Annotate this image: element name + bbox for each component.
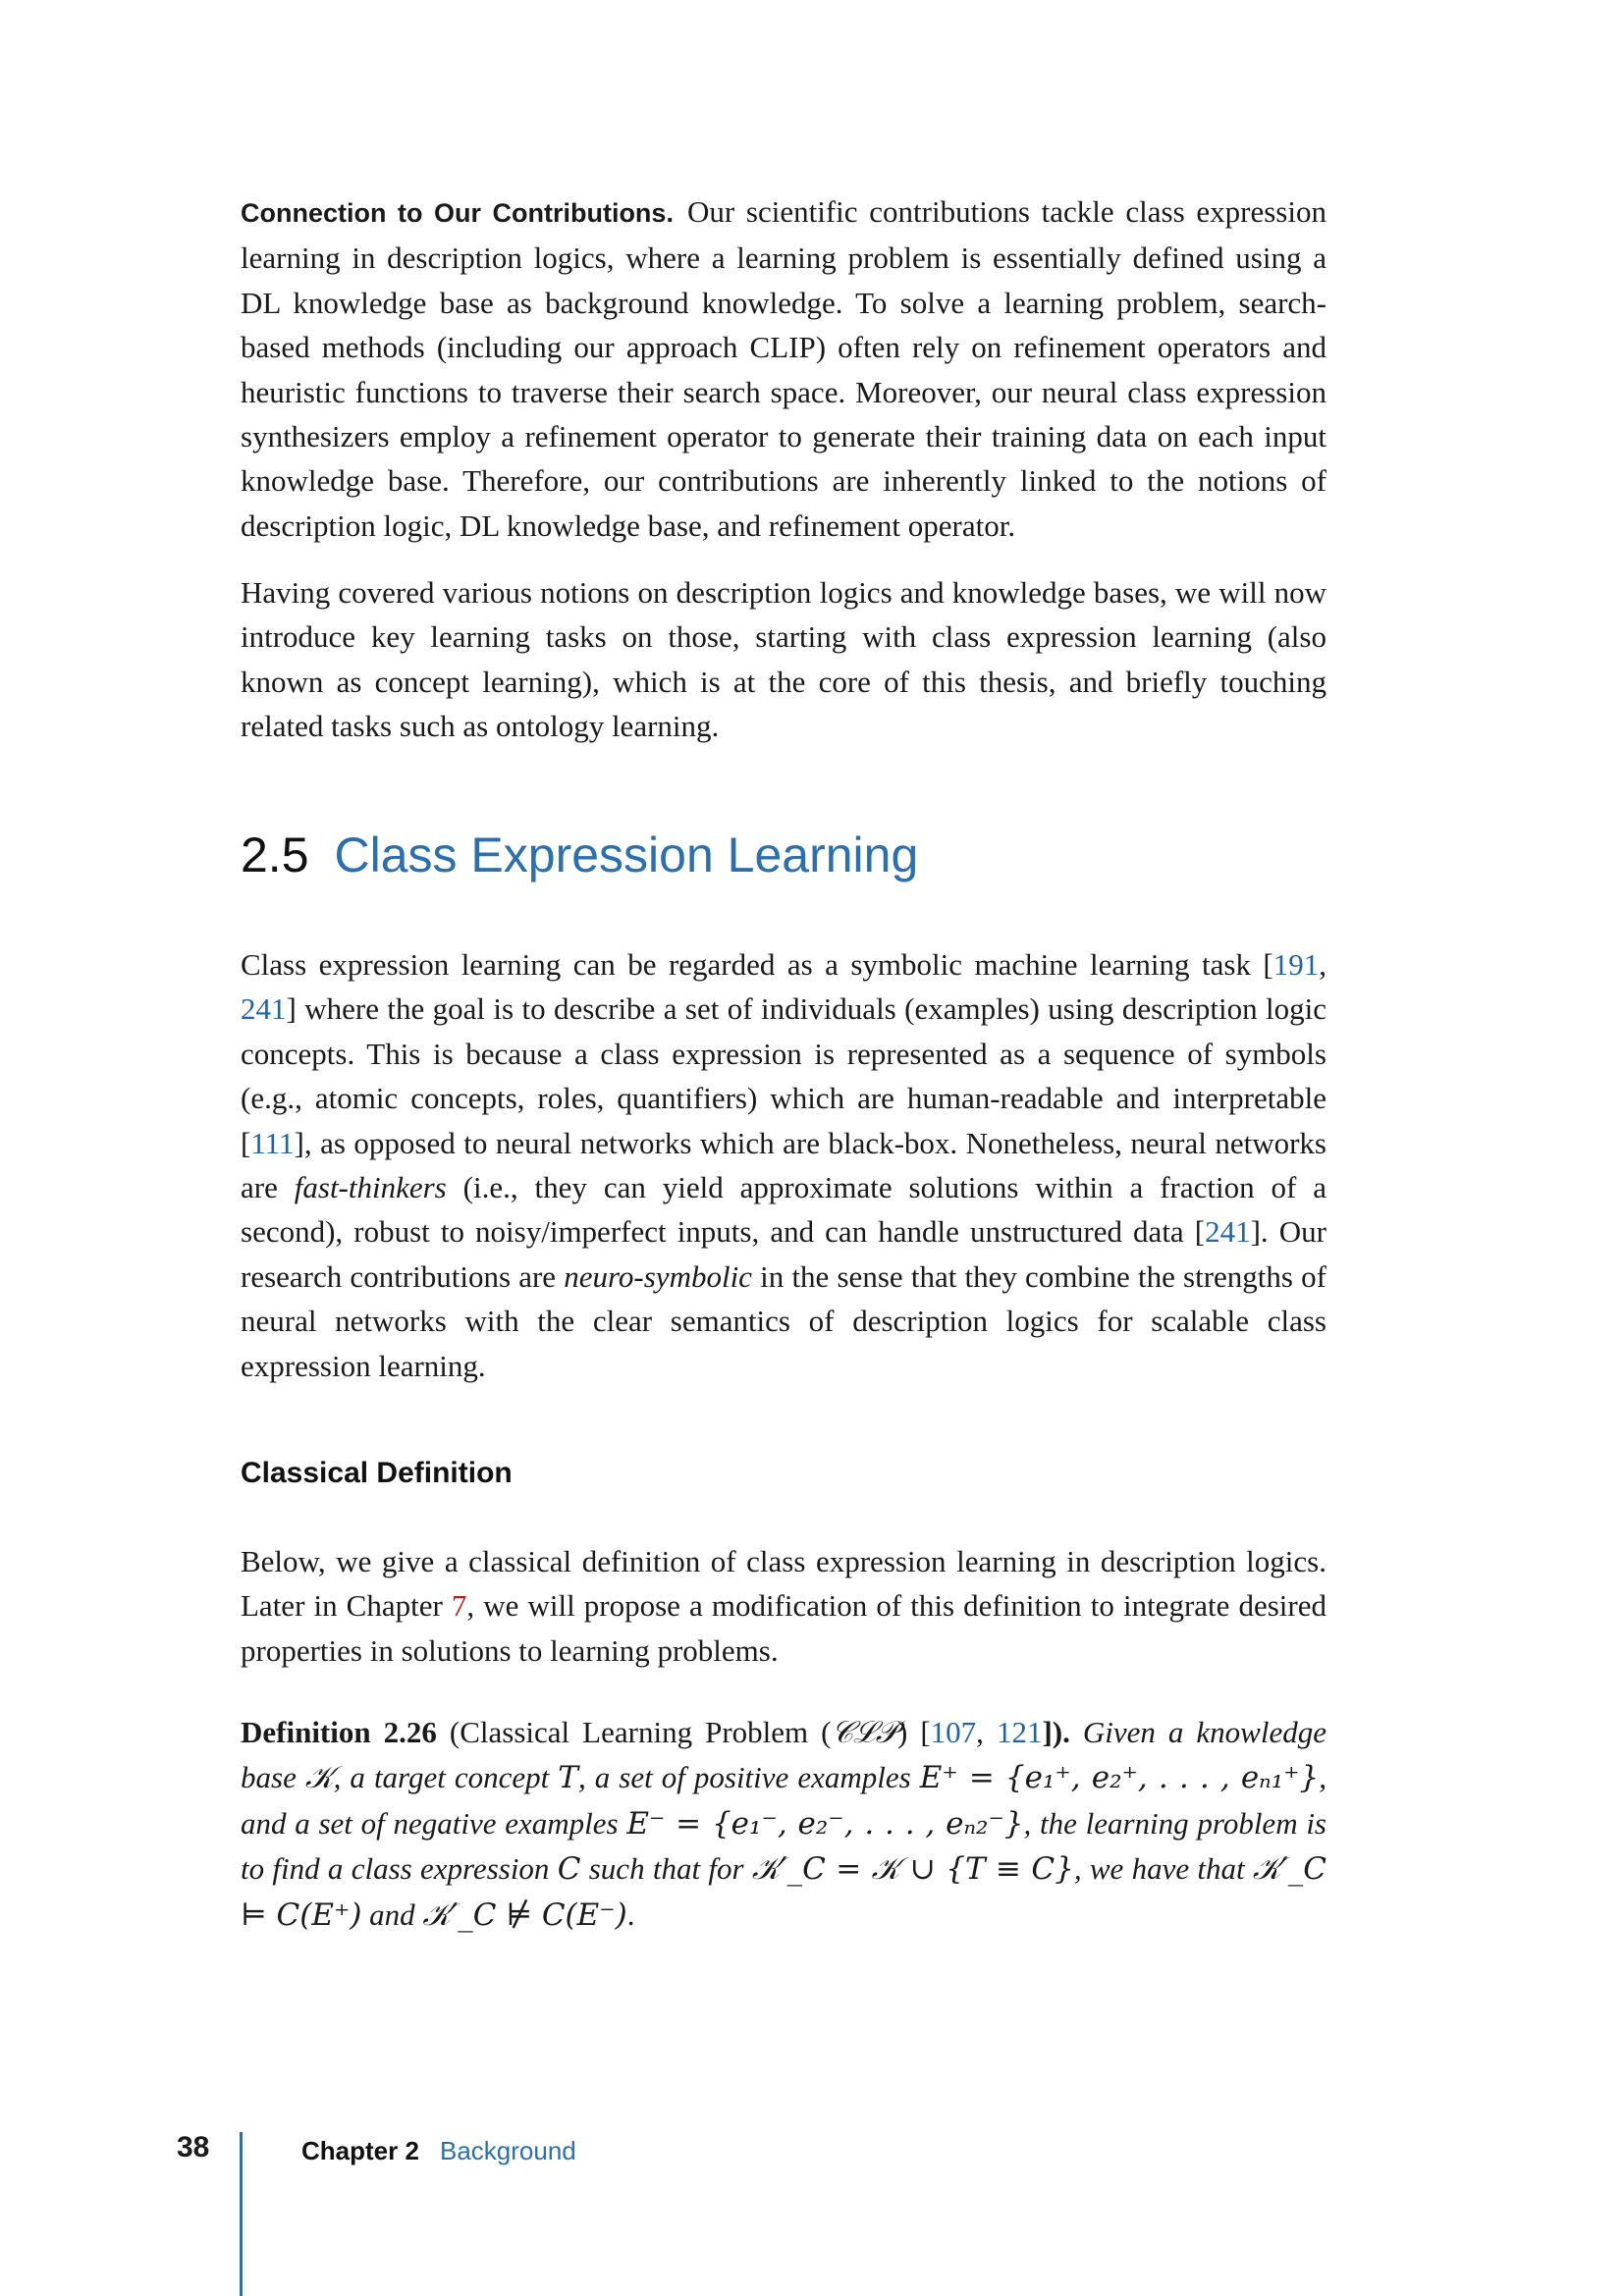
emphasis-neuro-symbolic: neuro-symbolic	[564, 1258, 752, 1294]
definition-label: Definition 2.26	[241, 1715, 437, 1749]
citation-111[interactable]: 111	[250, 1125, 295, 1160]
intro-text-3: ] where the goal is to describe a set of individuals (examples) using description logic concepts. This is because a class expression is represented as a sequence of symbols (e.g., atomic concepts, roles, quantifiers) which are human-readable and interpretable [	[241, 991, 1326, 1160]
section-heading	[241, 827, 1326, 883]
transition-paragraph: Having covered various notions on description logics and knowledge bases, we will now introduce key learning tasks on those, starting with class expression learning (also known as concept learning), which is at the core of this thesis, and briefly touching related tasks such as ontology learning.	[241, 575, 1326, 744]
definition-entails-positive: 𝒦′_C ⊨ C(E⁺)	[241, 1851, 1326, 1933]
chapter-7-reference[interactable]: 7	[451, 1588, 467, 1624]
definition-body-3: , and a set of negative examples	[241, 1760, 1326, 1841]
definition-body-8: .	[626, 1896, 635, 1932]
intro-paragraph	[241, 942, 1326, 1388]
transition-paragraph-block	[241, 570, 1326, 749]
subsection-heading	[241, 1457, 1326, 1490]
connection-paragraph	[241, 189, 1326, 548]
footer-chapter-title[interactable]: Background	[440, 2136, 576, 2165]
citation-191[interactable]: 191	[1272, 947, 1320, 982]
definition-body-5: such that for	[580, 1851, 752, 1887]
definition-body-1: Given a knowledge base 𝒦, a target concept	[241, 1715, 1326, 1795]
citation-241[interactable]: 241	[241, 991, 287, 1027]
footer-chapter-label: Chapter 2	[301, 2136, 419, 2165]
definition-class-expression: C	[557, 1851, 581, 1888]
below-text-2: , we will propose a modification of this definition to integrate desired properties in solutions to learning problems.	[241, 1588, 1327, 1668]
intro-text-7: in the sense that they combine the strengths of neural networks with the clear semantics of description logics for scalable class expression learning.	[241, 1258, 1326, 1383]
definition-name-close: ]).	[1042, 1715, 1070, 1749]
footer-rule	[240, 2132, 243, 2296]
intro-text-5: (i.e., they can yield approximate solutions within a fraction of a second), robust to noisy/imperfect inputs, and can handle unstructured data [	[241, 1170, 1327, 1250]
emphasis-fast-thinkers: fast-thinkers	[294, 1170, 447, 1205]
definition-name-open: (Classical Learning Problem (	[436, 1715, 832, 1749]
below-text-1: Below, we give a classical definition of class expression learning in description logics. Later in Chapter	[241, 1544, 1326, 1624]
clp-symbol: 𝒞ℒ𝒫	[831, 1715, 897, 1750]
intro-text-4: ], as opposed to neural networks which are black-box. Nonetheless, neural networks are	[241, 1125, 1326, 1205]
intro-text-1: Class expression learning can be regarded as a symbolic machine learning task [	[241, 947, 1273, 982]
definition-body-2: , a set of positive examples	[577, 1760, 920, 1795]
definition-not-entails-negative: 𝒦′_C ⊭ C(E⁻)	[422, 1896, 627, 1933]
connection-paragraph-block	[241, 189, 1326, 548]
definition-positive-examples: E⁺ = {e₁⁺, e₂⁺, . . . , eₙ₁⁺}	[919, 1760, 1320, 1796]
definition-target-concept: T	[558, 1760, 578, 1796]
connection-heading: Connection to Our Contributions.	[241, 198, 674, 228]
below-paragraph	[241, 1539, 1326, 1673]
definition-sep: ,	[976, 1715, 997, 1749]
below-paragraph-block	[241, 1539, 1326, 1673]
intro-paragraph-block	[241, 942, 1326, 1388]
definition-negative-examples: E⁻ = {e₁⁻, e₂⁻, . . . , eₙ₂⁻}	[626, 1805, 1024, 1842]
citation-121[interactable]: 121	[996, 1715, 1043, 1749]
intro-text-6: ]. Our research contributions are	[241, 1214, 1326, 1294]
definition-body-4: , the learning problem is to find a class expression	[241, 1805, 1326, 1887]
definition-block	[241, 1710, 1326, 1938]
citation-107[interactable]: 107	[930, 1715, 977, 1749]
citation-241-second[interactable]: 241	[1205, 1214, 1251, 1250]
connection-text: Our scientific contributions tackle class expression learning in description logics, where a learning problem is essentially defined using a DL knowledge base as background knowledge. To solve a learning problem, search-based methods (including our approach CLIP) often rely on refinement operators and heuristic functions to traverse their search space. Moreover, our neural class expression synthesizers employ a refinement operator to generate their training data on each input knowledge base. Therefore, our contributions are inherently linked to the notions of description logic, DL knowledge base, and refinement operator.	[241, 194, 1326, 543]
definition-body-6: , we have that	[1073, 1851, 1253, 1887]
section-title: Class Expression Learning	[334, 828, 919, 882]
definition-body-7: and	[361, 1896, 423, 1932]
subsection-title: Classical Definition	[241, 1457, 513, 1489]
section-number: 2.5	[241, 828, 309, 882]
definition-name-mid: ) [	[896, 1715, 931, 1749]
page-number: 38	[177, 2131, 210, 2163]
intro-text-2: ,	[1319, 947, 1326, 982]
definition-extended-kb: 𝒦′_C = 𝒦 ∪ {T ≡ C}	[751, 1851, 1074, 1888]
definition-paragraph	[241, 1710, 1326, 1938]
